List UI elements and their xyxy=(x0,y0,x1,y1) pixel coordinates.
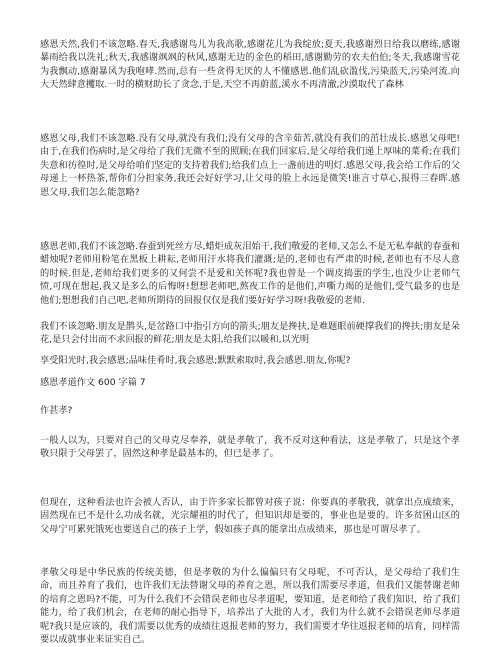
paragraph-filial-basic: 一般人以为，只要对自己的父母克尽奉养，就是孝敬了，我不反对这种看法，这是孝敬了，只是这个孝敬只限于父母罢了，固然这种孝是最基本的，但已是孝了。 xyxy=(40,435,460,460)
section-question: 作甚孝? xyxy=(40,405,73,416)
paragraph-nature: 感恩天然,我们不该忽略.春天,我感谢鸟儿为我高歌,感谢花儿为我绽放;夏天,我感谢烈日给我以磨练,感谢暴雨给我以洗礼;秋天,我感谢飒飒的秋风,感谢无边的金色的稻田,感谢勤劳的农夫伯伯;冬天,我感谢雪花为我飘动,感谢暴风为我咆哮.然而,总有一些贪得无厌的人不懂感恩.他们乱砍滥伐,污染蓝天,污染河流.向大天然肆意攫取.一时的横财助长了贪念,于是,天空不再蔚蓝,溪水不再清澈,沙漠取代了森林 xyxy=(40,39,460,91)
paragraph-filial-teachers: 孝敬父母是中华民族的传统美德，但是孝敬的为什么偏偏只有父母呢，不可否认，是父母给了我们生命，而且养育了我们，也许我们无法替谢父母的养育之恩，所以我们需要尽孝道，但我们又能替谢老师的培育之恩吗?不能，可为什么我们不会错误老师也尽孝道呢，要知道，是老师给了我们知识，给了我们能力，给了我们机会，在老师的耐心指导下，培养出了大批的人才，我们为什么就不会错误老师尽孝道呢?我只是应该的，我们需要以优秀的成绩往返报老师的努力，我们需要才华往返报老师的培育，同样需要以成就事业来证实自己。 xyxy=(40,567,460,646)
paragraph-parents: 感恩父母,我们不该忽略.没有父母,就没有我们;没有父母的含辛茹苦,就没有我们的茁壮成长.感恩父母吧!由于,在我们伤病时,是父母给了我们无微不至的照顾;在我们回家后,是父母给我们递上厚味的菜肴;在我们失意和彷徨时,是父母给咱们坚定的支持着我们;给我们点上一盏前进的明灯.感恩父母,我会给工作后的父母递上一杯热茶,帮你们分担家务,我还会好好学习,让父母的脸上永远是微笑!谁言寸草心,报得三春晖.感恩父母,我们怎么能忽略? xyxy=(40,133,460,198)
paragraph-closing: 享受阳光时,我会感恩;品味佳肴时,我会感恩;默默索取时,我会感恩.朋友,你呢? xyxy=(40,355,351,366)
document-page xyxy=(40,0,460,647)
paragraph-filial-achievement: 但现在，这种看法也许会被人否认，由于许多家长都曾对孩子说：你要真的孝敬我，就拿出点成绩来，固然现在已不是什么功成名就，光宗耀祖的时代了，但知识却是要的，事业也是要的。许多贫困山区的父母宁可累死饿死也要送自己的孩子上学，假如孩子真的能拿出点成绩来，那也是可谓尽孝了。 xyxy=(40,497,460,535)
paragraph-teachers: 感恩老师,我们不该忽略.春蚕到死丝方尽,蜡炬成灰泪始干,我们敬爱的老师,又怎么不是无私奉献的春蚕和蜡烛呢?老师用粉笔在黑板上耕耘,老师用汗水将我们灌溉;是的,老师也有严肃的时候,老师也有不尽人意的时候.但是,老师给我们更多的又何尝不是爱和关怀呢?我也曾是一个调皮捣蛋的学生,也没少让老师气愤,可现在想起,我又是多么的后悔呀!想想老师吧,熬夜工作的是他们,声嘶力竭的是他们,受气最多的也是他们;想想我们自己吧,老师所期待的回报仅仅是我们要好好学习呀!我敬爱的老师. xyxy=(40,241,460,306)
essay-heading: 感恩孝道作文 600 字篇 7 xyxy=(40,377,146,388)
paragraph-friends: 我们不该忽略.朋友是鹊头,是岔路口中指引方向的箭头;朋友是搀扶,是难题眼前硬撑我们的搀扶;朋友是朵花,是只会付出而不求回报的鲜花;朋友是太阳,给我们以暖和,以光明 xyxy=(40,321,460,346)
